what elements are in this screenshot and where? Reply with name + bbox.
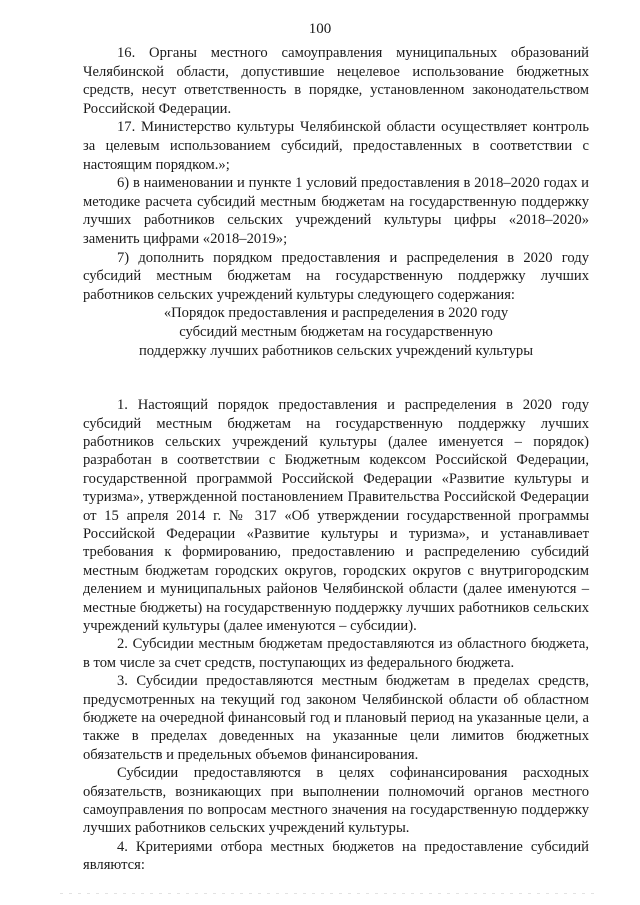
section-3-continuation: Субсидии предоставляются в целях софинансирования расходных обязательств, возникающих при выполнении полномочий органов местного самоуправления по вопросам местного значения на государственную поддержку лучших работников сельских учреждений культуры. <box>83 765 589 837</box>
procedure-title-line-1: «Порядок предоставления и распределения в 2020 году <box>163 305 509 322</box>
paragraph-item-16: 16. Органы местного самоуправления муниципальных образований Челябинской области, допустившие нецелевое использование бюджетных средств, несут ответственность в порядке, установленном законодательством Российской Федерации. <box>83 45 589 117</box>
document-body <box>83 44 589 875</box>
paragraph-amendment-7: 7) дополнить порядком предоставления и распределения в 2020 году субсидий местным бюджетам на государственную поддержку лучших работников сельских учреждений культуры следующего содержания: <box>83 249 589 303</box>
scan-edge-artifact <box>60 893 600 894</box>
section-4: 4. Критериями отбора местных бюджетов на предоставление субсидий являются: <box>83 838 589 874</box>
section-2: 2. Субсидии местным бюджетам предоставляются из областного бюджета, в том числе за счет средств, поступающих из федерального бюджета. <box>83 636 589 671</box>
page-number: 100 <box>308 21 332 37</box>
section-3: 3. Субсидии предоставляются местным бюджетам в пределах средств, предусмотренных на текущий год законом Челябинской области об областном бюджете на очередной финансовый год и плановый период на указанные цели, а также в пределах доведенных на указанные цели лимитов бюджетных обязательств и предельных объемов финансирования. <box>83 673 589 763</box>
procedure-title-line-3: поддержку лучших работников сельских учреждений культуры <box>139 342 533 359</box>
procedure-title-line-2: субсидий местным бюджетам на государственную <box>179 323 493 340</box>
section-1: 1. Настоящий порядок предоставления и распределения в 2020 году субсидий местным бюджетам на государственную поддержку лучших работников сельских учреждений культуры (далее именуется – порядок) разработан в соответствии с Бюджетным кодексом Российской Федерации, государственной программой Российской Федерации «Развитие культуры и туризма», утвержденной постановлением Правительства Российской Федерации от 15 апреля 2014 г. № 317 «Об утверждении государственной программы Российской Федерации «Развитие культуры и туризма», и устанавливает требования к формированию, предоставлению и распределению субсидий местным бюджетам городских округов, городских округов с внутригородским делением и муниципальных районов Челябинской области (далее именуются – местные бюджеты) на государственную поддержку лучших работников сельских учреждений культуры (далее именуются – субсидии). <box>83 397 589 634</box>
paragraph-item-17: 17. Министерство культуры Челябинской области осуществляет контроль за целевым использованием субсидий, предоставленных в соответствии с настоящим порядком.»; <box>83 119 589 173</box>
paragraph-amendment-6: 6) в наименовании и пункте 1 условий предоставления в 2018–2020 годах и методике расчета субсидий местным бюджетам на государственную поддержку лучших работников сельских учреждений культуры цифры «2018–2020» заменить цифрами «2018–2019»; <box>83 175 589 247</box>
procedure-title <box>83 304 589 360</box>
